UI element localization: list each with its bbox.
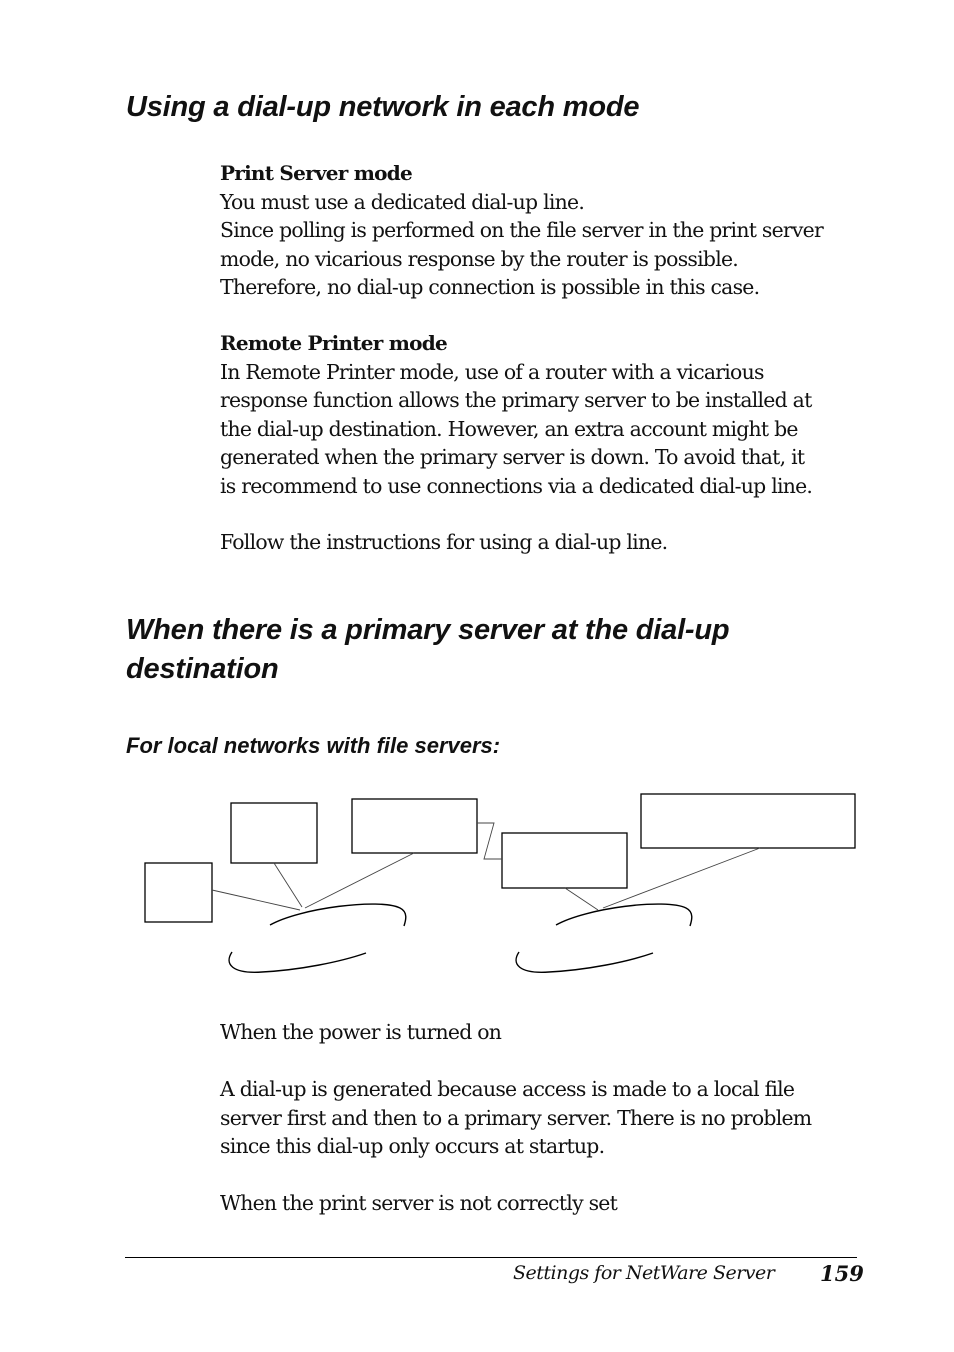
body-line: You must use a dedicated dial-up line. xyxy=(220,189,585,214)
body-line: When the print server is not correctly set xyxy=(220,1191,618,1215)
lan-ellipse-left-lower xyxy=(229,952,366,972)
not-set-block xyxy=(220,1189,865,1218)
power-on-block xyxy=(220,1018,865,1047)
body-line: In Remote Printer mode, use of a router with a vicarious xyxy=(220,359,764,384)
diagram-connector xyxy=(274,863,302,907)
body-line: When the power is turned on xyxy=(220,1020,502,1044)
heading-line: When there is a primary server at the dial-up xyxy=(126,614,730,646)
dialup-explanation-block xyxy=(220,1075,865,1161)
diagram-connector xyxy=(565,888,598,910)
print-server-block xyxy=(220,159,865,302)
body-line: is recommend to use connections via a dedicated dial-up line. xyxy=(220,473,813,498)
diagram-box-primary-server xyxy=(641,794,855,848)
body-line: since this dial-up only occurs at startup. xyxy=(220,1134,605,1158)
body-line: mode, no vicarious response by the router is possible. xyxy=(220,246,739,271)
body-line: generated when the primary server is down. To avoid that, it xyxy=(220,445,805,469)
body-line: response function allows the primary server to be installed at xyxy=(220,388,812,412)
body-line: Therefore, no dial-up connection is possible in this case. xyxy=(220,275,760,299)
network-diagram xyxy=(0,780,954,995)
body-line: Since polling is performed on the file server in the print server xyxy=(220,218,823,242)
section-heading-primary-server xyxy=(126,611,729,689)
section-heading-dialup-modes: Using a dial-up network in each mode xyxy=(126,91,640,123)
subheading-local-networks: For local networks with file servers: xyxy=(126,733,501,758)
footer-rule xyxy=(125,1257,857,1258)
body-line: A dial-up is generated because access is made to a local file xyxy=(220,1077,795,1101)
lan-ellipse-left-upper xyxy=(270,904,406,926)
footer-chapter-title: Settings for NetWare Server xyxy=(513,1262,775,1284)
diagram-box-print-server xyxy=(231,803,317,863)
diagram-box-printer xyxy=(145,863,212,922)
footer-page-number: 159 xyxy=(820,1261,864,1286)
heading-line: destination xyxy=(126,653,279,685)
body-line: the dial-up destination. However, an extra account might be xyxy=(220,416,798,441)
body-line: server first and then to a primary server. There is no problem xyxy=(220,1105,812,1130)
remote-printer-mode-title: Remote Printer mode xyxy=(220,331,447,355)
diagram-connector xyxy=(212,890,300,910)
body-line: Follow the instructions for using a dial-up line. xyxy=(220,530,668,554)
lan-ellipse-right-upper xyxy=(556,904,692,926)
diagram-connector xyxy=(305,853,414,908)
diagram-link-bracket xyxy=(477,823,502,859)
diagram-box-file-server xyxy=(352,799,477,853)
diagram-box-router xyxy=(502,833,627,888)
follow-instructions xyxy=(220,528,865,557)
remote-printer-block xyxy=(220,329,865,500)
lan-ellipse-right-lower xyxy=(516,952,653,972)
print-server-mode-title: Print Server mode xyxy=(220,161,412,185)
